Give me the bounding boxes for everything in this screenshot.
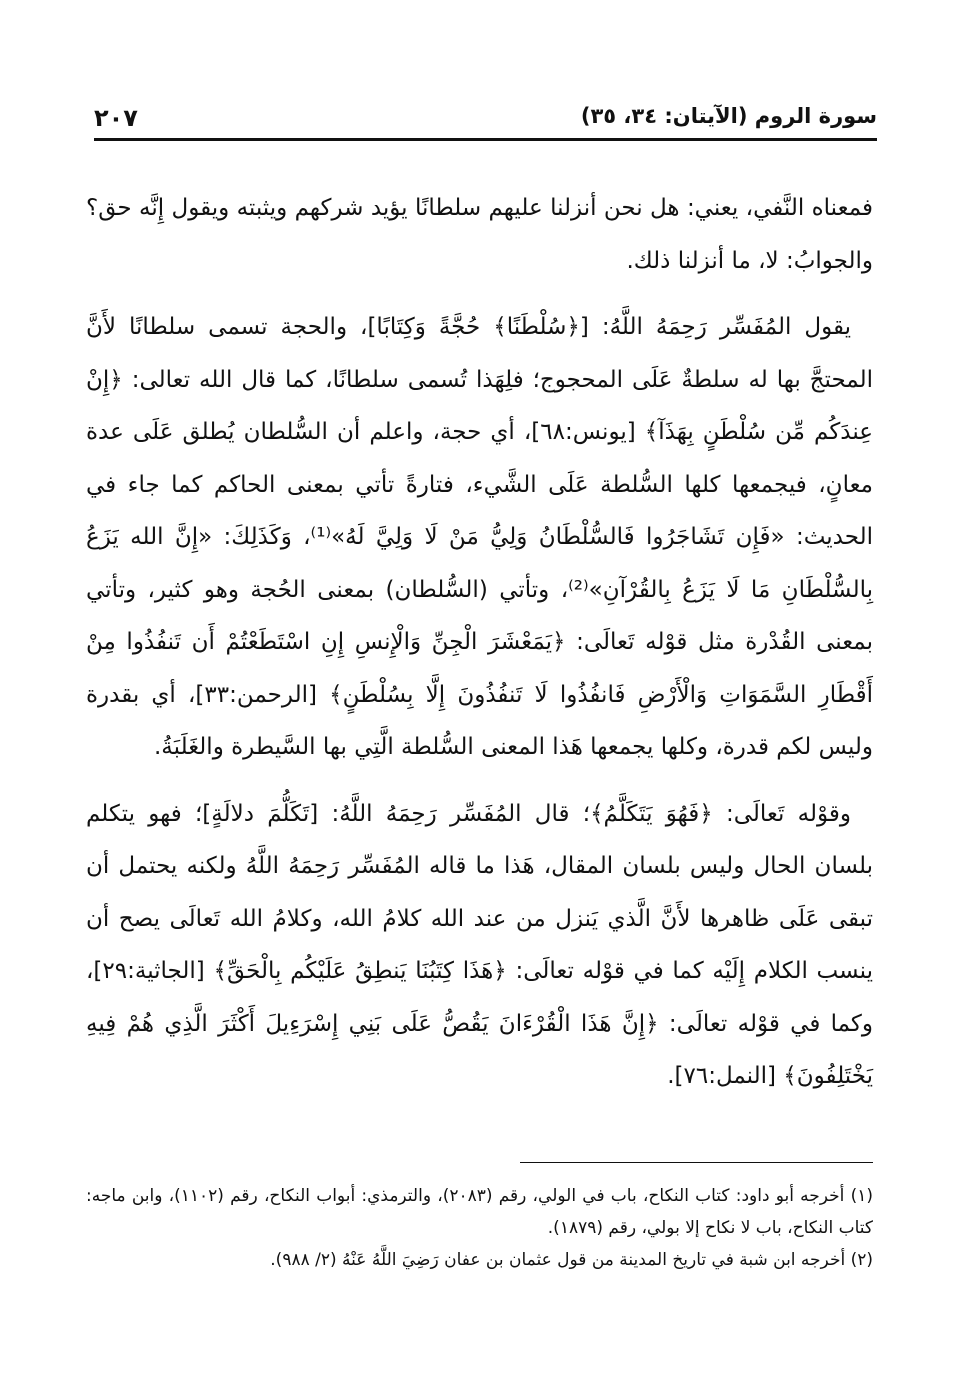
paragraph-3: وقوْله تَعالَى: ﴿فَهُوَ يَتَكَلَّمُ﴾؛ قال المُفَسِّر رَحِمَهُ اللَّهُ: [تَكَلُّمَ دلالَةٍ]؛ فهو يتكلم بلسان الحال وليس بلسان المقال، هَذا ما قاله المُفَسِّر رَحِمَهُ اللَّهُ ولكنه يحتمل أن تبقى عَلَى ظاهرها لأَنَّ الَّذي يَنزل من عند الله كلامُ الله، وكلامُ الله تَعالَى يصح أن ينسب الكلام إِلَيْه كما في قوْله تعالَى: ﴿هَذَا كِتَبُنَا يَنطِقُ عَلَيْكُم بِالْحَقِّ﴾ [الجاثية:٢٩]، وكما في قوْله تعالَى: ﴿إِنَّ هَذَا الْقُرْءَانَ يَقُصُّ عَلَى بَنِي إِسْرَءِيلَ أَكْثَرَ الَّذِي هُمْ فِيهِ يَخْتَلِفُونَ﴾ [النمل:٧٦]. — [86, 800, 873, 1089]
footnote-1: (١) أخرجه أبو داود: كتاب النكاح، باب في الولي، رقم (٢٠٨٣)، والترمذي: أبواب النكاح، رقم (١١٠٢)، وابن ماجه: كتاب النكاح، باب لا نكاح إلا بولي، رقم (١٨٧٩). — [86, 1186, 873, 1238]
footnote-divider — [520, 1162, 873, 1163]
header-divider — [94, 138, 877, 141]
footnotes — [86, 1180, 873, 1276]
paragraph-2: يقول المُفَسِّر رَحِمَهُ اللَّهُ: [﴿سُلْطَنًا﴾ حُجَّةً وَكِتَابًا]، والحجة تسمى سلطانًا لأَنَّ المحتجَّ بها له سلطةٌ عَلَى المحجوج؛ فلِهَذا تُسمى سلطانًا، كما قال الله تعالى: ﴿إِنْ عِندَكُم مِّن سُلْطَنٍ بِهَذَآ﴾ [يونس:٦٨]، أي حجة، واعلم أن السُّلطان يُطلق عَلَى عدة معانٍ، فيجمعها كلها السُّلطة عَلَى الشَّيء، فتارةً تأتي بمعنى الحاكم كما جاء في الحديث: «فَإِن تَشَاجَرُوا فَالسُّلْطَانُ وَلِيُّ مَنْ لَا وَلِيَّ لَهُ»⁽¹⁾، وَكَذَلِكَ: «إِنَّ الله يَزَعُ بِالسُّلْطَانِ مَا لَا يَزَعُ بِالقُرْآنِ»⁽²⁾، وتأتي (السُّلطان) بمعنى الحُجة وهو كثير، وتأتي بمعنى القُدْرة مثل قوْله تَعالَى: ﴿يَمَعْشَرَ الْجِنِّ وَالْإِنسِ إِنِ اسْتَطَعْتُمْ أَن تَنفُذُوا مِنْ أَقْطَارِ السَّمَوَاتِ وَالْأَرْضِ فَانفُذُوا لَا تَنفُذُونَ إِلَّا بِسُلْطَنٍ﴾ [الرحمن:٣٣]، أي بقدرة وليس لكم قدرة، وكلها يجمعها هَذا المعنى السُّلطة الَّتِي بها السَّيطرة والغَلَبَةُ. — [86, 314, 873, 760]
chapter-title: سورة الروم (الآيتان: ٣٤، ٣٥) — [580, 104, 877, 128]
footnote-2: (٢) أخرجه ابن شبة في تاريخ المدينة من قول عثمان بن عفان رَضِيَ اللَّهُ عَنْهُ (٢/ ٩٨٨). — [270, 1250, 873, 1270]
main-text — [86, 182, 873, 1117]
running-header — [94, 100, 877, 134]
paragraph-1: فمعناه النَّفي، يعني: هل نحن أنزلنا عليهم سلطانًا يؤيد شركهم ويثبته ويقول إِنَّه حق؟ والجوابُ: لا، ما أنزلنا ذلك. — [86, 195, 873, 274]
page-number: ٢٠٧ — [94, 104, 138, 132]
